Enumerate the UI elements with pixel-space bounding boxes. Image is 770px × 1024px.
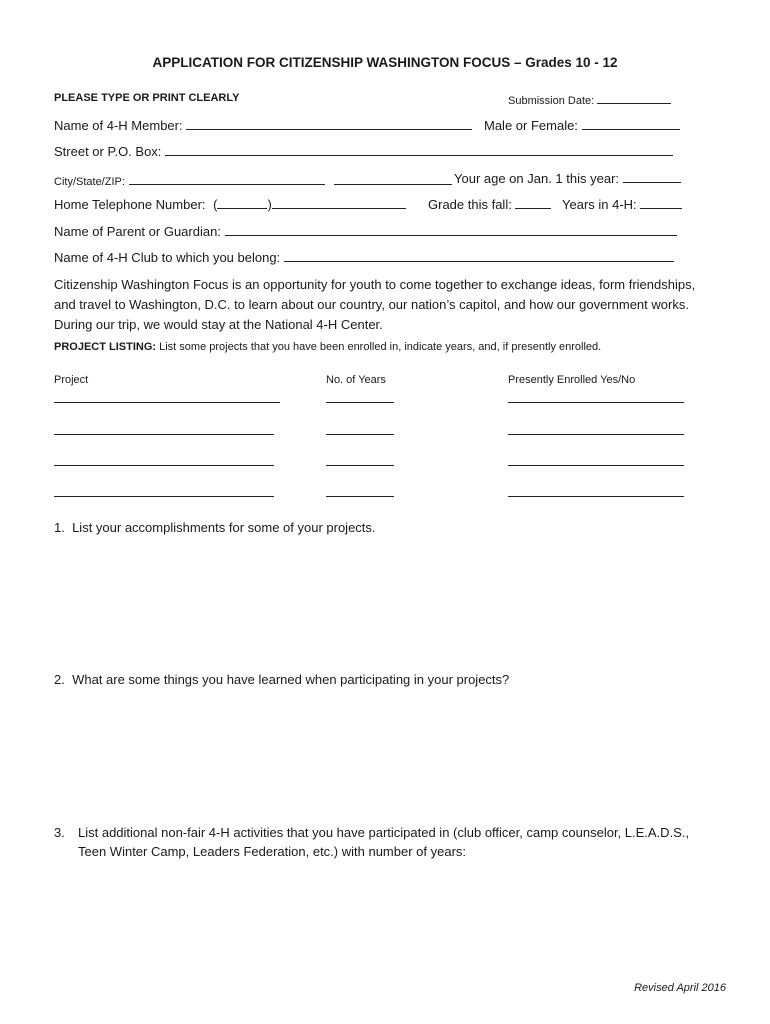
phone-close-paren: ) xyxy=(267,197,272,212)
years-in-4h-field xyxy=(562,197,682,212)
project-listing-text: List some projects that you have been enrolled in, indicate years, and, if presently enrolled. xyxy=(156,341,602,353)
submission-date-label: Submission Date: xyxy=(508,95,595,107)
zip-blank[interactable] xyxy=(334,173,452,185)
member-name-field xyxy=(54,118,472,133)
club-field xyxy=(54,250,674,265)
age-blank[interactable] xyxy=(623,171,681,183)
city-blank[interactable] xyxy=(129,173,325,185)
project-listing-heading: PROJECT LISTING: xyxy=(54,341,157,353)
project-listing-instruction xyxy=(54,341,601,353)
street-label: Street or P.O. Box: xyxy=(54,144,162,159)
gender-label: Male or Female: xyxy=(484,118,578,133)
question-1-text: List your accomplishments for some of your projects. xyxy=(72,520,376,535)
gender-blank[interactable] xyxy=(582,118,680,130)
question-3-answer-area[interactable] xyxy=(54,870,704,970)
instruction-text: PLEASE TYPE OR PRINT CLEARLY xyxy=(54,92,240,104)
parent-label: Name of Parent or Guardian: xyxy=(54,224,221,239)
question-1 xyxy=(54,520,376,535)
question-2-answer-area[interactable] xyxy=(54,697,704,817)
question-3-number: 3. xyxy=(54,825,65,840)
area-code-blank[interactable] xyxy=(217,197,267,209)
column-header-enrolled: Presently Enrolled Yes/No xyxy=(508,374,636,386)
submission-date-field xyxy=(508,92,671,107)
project-row-4-project-blank[interactable] xyxy=(54,496,274,497)
question-1-number: 1. xyxy=(54,520,65,535)
city-state-zip-label: City/State/ZIP: xyxy=(54,176,125,188)
member-name-label: Name of 4-H Member: xyxy=(54,118,183,133)
column-header-project: Project xyxy=(54,374,89,386)
form-title: APPLICATION FOR CITIZENSHIP WASHINGTON FOCUS – Grades 10 - 12 xyxy=(152,55,618,70)
project-row-1-enrolled-blank[interactable] xyxy=(508,402,684,403)
grade-blank[interactable] xyxy=(515,197,551,209)
project-row-1-project-blank[interactable] xyxy=(54,402,280,403)
club-blank[interactable] xyxy=(284,250,674,262)
parent-field xyxy=(54,224,677,239)
phone-field xyxy=(54,197,406,212)
phone-open-paren: ( xyxy=(213,197,218,212)
column-header-years: No. of Years xyxy=(326,374,386,386)
question-2-text: What are some things you have learned when participating in your projects? xyxy=(72,672,510,687)
project-row-2-project-blank[interactable] xyxy=(54,434,274,435)
project-row-4-enrolled-blank[interactable] xyxy=(508,496,684,497)
question-1-answer-area[interactable] xyxy=(54,545,704,665)
years-in-4h-blank[interactable] xyxy=(640,197,682,209)
question-3 xyxy=(54,823,718,861)
program-description: Citizenship Washington Focus is an opportunity for youth to come together to exchange ideas, form friendships, and travel to Washington, D.C. to learn about our country, our nation’s capitol, and how our government works. During our trip, we would stay at the National 4-H Center. xyxy=(54,277,696,332)
club-label: Name of 4-H Club to which you belong: xyxy=(54,250,281,265)
grade-label: Grade this fall: xyxy=(428,197,512,212)
project-row-4-years-blank[interactable] xyxy=(326,496,394,497)
project-row-2-years-blank[interactable] xyxy=(326,434,394,435)
phone-label: Home Telephone Number: xyxy=(54,197,206,212)
parent-blank[interactable] xyxy=(225,224,677,236)
city-state-zip-field xyxy=(54,172,452,190)
project-row-3-enrolled-blank[interactable] xyxy=(508,465,684,466)
street-field xyxy=(54,144,673,159)
question-3-text: List additional non-fair 4-H activities that you have participated in (club officer, camp counselor, L.E.A.D.S., Teen Winter Camp, Leaders Federation, etc.) with number of years: xyxy=(78,825,690,859)
question-2-number: 2. xyxy=(54,672,65,687)
project-row-3-years-blank[interactable] xyxy=(326,465,394,466)
project-row-3-project-blank[interactable] xyxy=(54,465,274,466)
age-field xyxy=(454,171,681,186)
question-2 xyxy=(54,672,509,687)
years-in-4h-label: Years in 4-H: xyxy=(562,197,637,212)
member-name-blank[interactable] xyxy=(186,118,472,130)
grade-field xyxy=(428,197,551,212)
phone-number-blank[interactable] xyxy=(272,197,406,209)
project-row-1-years-blank[interactable] xyxy=(326,402,394,403)
submission-date-blank[interactable] xyxy=(597,92,671,104)
revision-footer: Revised April 2016 xyxy=(634,982,726,994)
age-label: Your age on Jan. 1 this year: xyxy=(454,171,620,186)
project-row-2-enrolled-blank[interactable] xyxy=(508,434,684,435)
street-blank[interactable] xyxy=(165,144,673,156)
gender-field xyxy=(484,118,680,133)
